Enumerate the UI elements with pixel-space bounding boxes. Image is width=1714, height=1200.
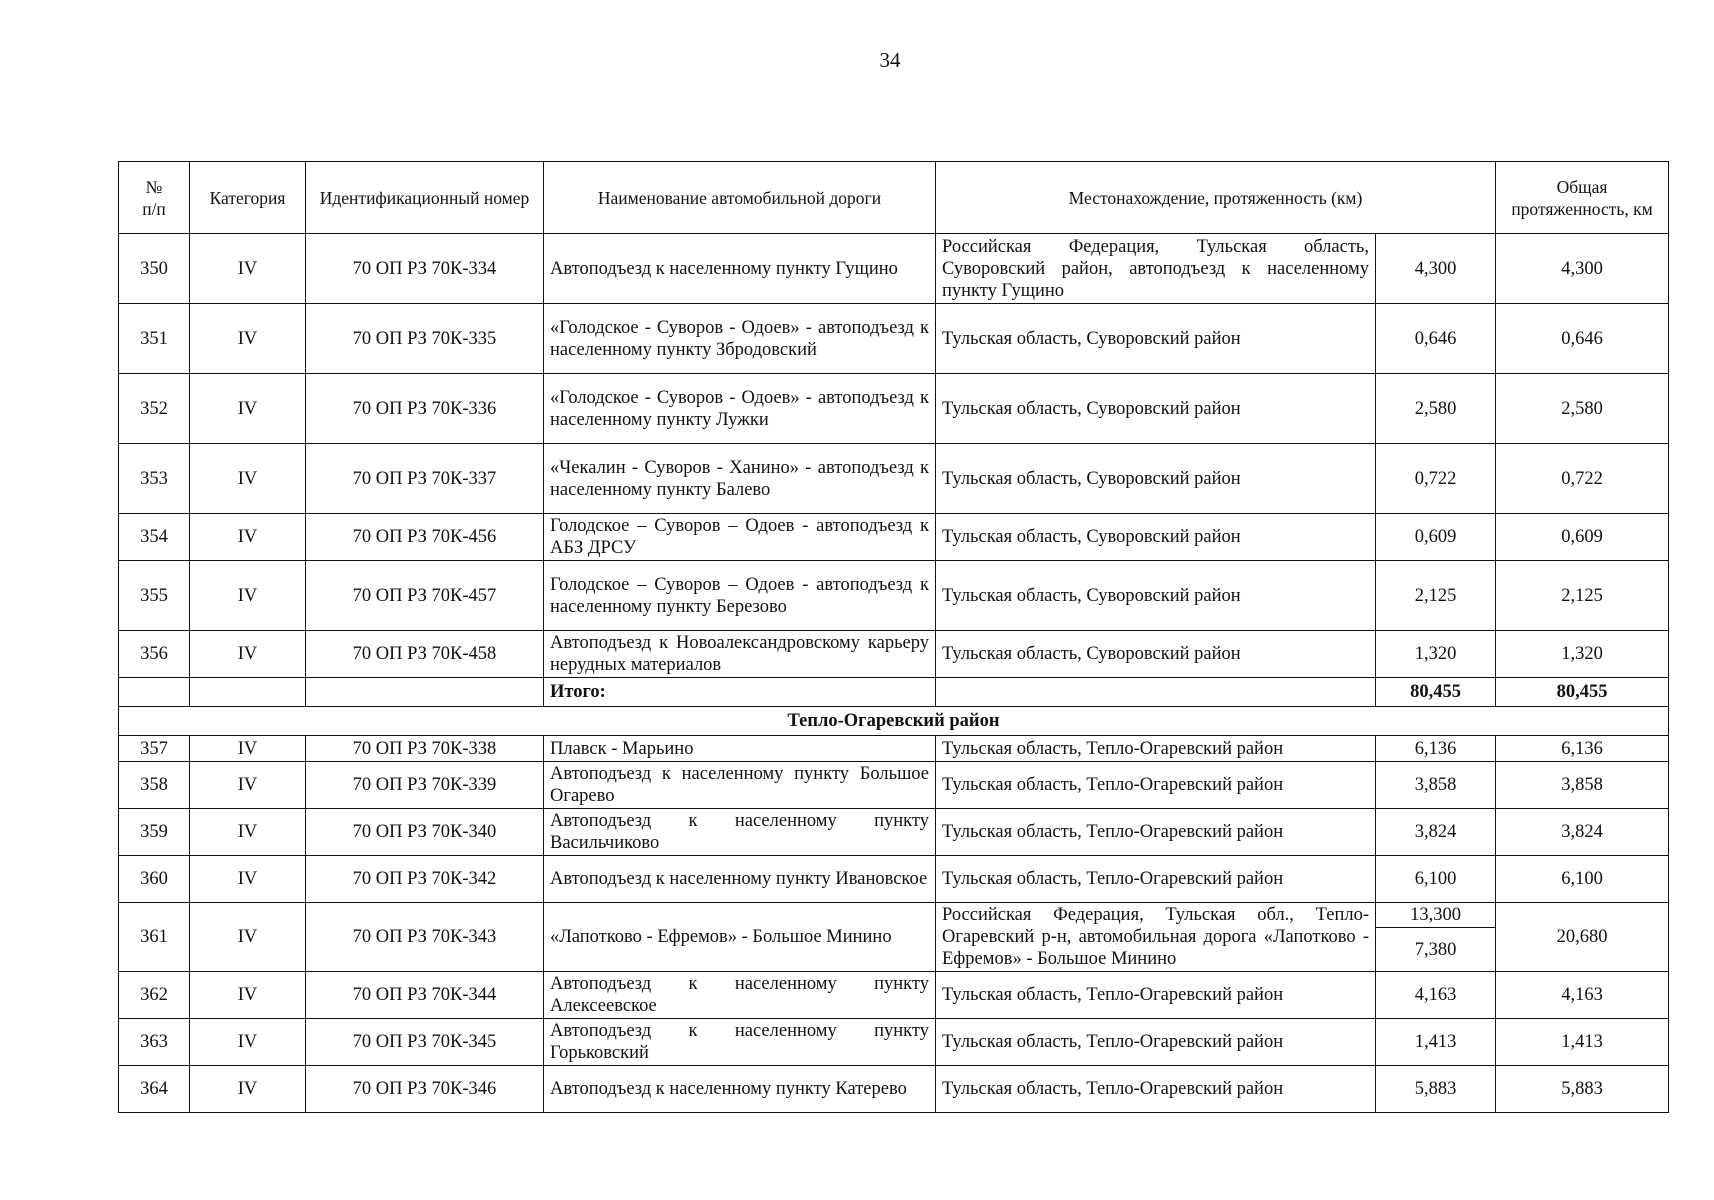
cell-id: 70 ОП РЗ 70К-337 (306, 444, 544, 514)
cell-id: 70 ОП РЗ 70К-339 (306, 762, 544, 809)
cell-road-name: Автоподъезд к населенному пункту Катерево (544, 1066, 936, 1113)
cell-category: IV (190, 444, 306, 514)
cell-total: 4,163 (1496, 972, 1669, 1019)
cell-length: 0,646 (1376, 304, 1496, 374)
cell-id: 70 ОП РЗ 70К-342 (306, 856, 544, 903)
cell-length: 2,125 (1376, 561, 1496, 631)
cell-length: 2,580 (1376, 374, 1496, 444)
cell-total: 0,609 (1496, 514, 1669, 561)
cell-num: 350 (119, 234, 190, 304)
cell-road-name: Голодское – Суворов – Одоев - автоподъезд к населенному пункту Березово (544, 561, 936, 631)
cell-empty (936, 678, 1376, 707)
cell-length: 1,413 (1376, 1019, 1496, 1066)
cell-id: 70 ОП РЗ 70К-340 (306, 809, 544, 856)
table-row (119, 561, 1669, 631)
header-name: Наименование автомобильной дороги (544, 162, 936, 234)
cell-num: 354 (119, 514, 190, 561)
cell-length: 3,858 (1376, 762, 1496, 809)
table-row (119, 374, 1669, 444)
cell-id: 70 ОП РЗ 70К-343 (306, 903, 544, 972)
cell-location: Российская Федерация, Тульская обл., Тепло-Огаревский р-н, автомобильная дорога «Лапотково - Ефремов» - Большое Минино (936, 903, 1376, 972)
cell-num: 362 (119, 972, 190, 1019)
cell-location: Тульская область, Тепло-Огаревский район (936, 856, 1376, 903)
cell-total: 0,722 (1496, 444, 1669, 514)
cell-category: IV (190, 1066, 306, 1113)
header-category: Категория (190, 162, 306, 234)
table-row (119, 856, 1669, 903)
cell-id: 70 ОП РЗ 70К-344 (306, 972, 544, 1019)
table-row (119, 631, 1669, 678)
header-id: Идентификационный номер (306, 162, 544, 234)
cell-road-name: Плавск - Марьино (544, 736, 936, 762)
cell-road-name: «Голодское - Суворов - Одоев» - автоподъезд к населенному пункту Збродовский (544, 304, 936, 374)
cell-location: Тульская область, Тепло-Огаревский район (936, 736, 1376, 762)
cell-num: 357 (119, 736, 190, 762)
cell-num: 351 (119, 304, 190, 374)
cell-location: Тульская область, Суворовский район (936, 444, 1376, 514)
cell-total: 1,413 (1496, 1019, 1669, 1066)
cell-total: 4,300 (1496, 234, 1669, 304)
cell-category: IV (190, 736, 306, 762)
cell-id: 70 ОП РЗ 70К-338 (306, 736, 544, 762)
table-row (119, 514, 1669, 561)
cell-empty (119, 678, 190, 707)
roads-table (118, 161, 1669, 1113)
section-title: Тепло-Огаревский район (119, 707, 1669, 736)
cell-length: 5,883 (1376, 1066, 1496, 1113)
cell-id: 70 ОП РЗ 70К-345 (306, 1019, 544, 1066)
cell-location: Тульская область, Тепло-Огаревский район (936, 1066, 1376, 1113)
cell-length: 6,100 (1376, 856, 1496, 903)
header-total: Общая протяженность, км (1496, 162, 1669, 234)
cell-road-name: «Голодское - Суворов - Одоев» - автоподъезд к населенному пункту Лужки (544, 374, 936, 444)
cell-total: 2,580 (1496, 374, 1669, 444)
cell-category: IV (190, 903, 306, 972)
cell-num: 352 (119, 374, 190, 444)
cell-num: 353 (119, 444, 190, 514)
table-row (119, 809, 1669, 856)
cell-total: 6,136 (1496, 736, 1669, 762)
cell-num: 356 (119, 631, 190, 678)
cell-road-name: Автоподъезд к населенному пункту Гущино (544, 234, 936, 304)
table-row (119, 1066, 1669, 1113)
cell-location: Российская Федерация, Тульская область, Суворовский район, автоподъезд к населенному пункту Гущино (936, 234, 1376, 304)
cell-location: Тульская область, Тепло-Огаревский район (936, 762, 1376, 809)
cell-road-name: Автоподъезд к населенному пункту Горьковский (544, 1019, 936, 1066)
cell-length: 7,380 (1376, 928, 1496, 972)
cell-location: Тульская область, Тепло-Огаревский район (936, 809, 1376, 856)
cell-category: IV (190, 374, 306, 444)
cell-length: 1,320 (1376, 631, 1496, 678)
table-row (119, 972, 1669, 1019)
cell-num: 361 (119, 903, 190, 972)
cell-road-name: Автоподъезд к населенному пункту Ивановское (544, 856, 936, 903)
cell-category: IV (190, 304, 306, 374)
cell-total: 3,858 (1496, 762, 1669, 809)
cell-num: 364 (119, 1066, 190, 1113)
total-row (119, 678, 1669, 707)
cell-road-name: Автоподъезд к населенному пункту Большое Огарево (544, 762, 936, 809)
cell-location: Тульская область, Тепло-Огаревский район (936, 1019, 1376, 1066)
cell-road-name: Автоподъезд к населенному пункту Алексеевское (544, 972, 936, 1019)
cell-id: 70 ОП РЗ 70К-334 (306, 234, 544, 304)
page-number: 34 (879, 48, 901, 72)
cell-location: Тульская область, Суворовский район (936, 631, 1376, 678)
table-row (119, 304, 1669, 374)
cell-id: 70 ОП РЗ 70К-335 (306, 304, 544, 374)
cell-length: 4,300 (1376, 234, 1496, 304)
cell-id: 70 ОП РЗ 70К-346 (306, 1066, 544, 1113)
cell-num: 355 (119, 561, 190, 631)
cell-road-name: Автоподъезд к Новоалександровскому карьеру нерудных материалов (544, 631, 936, 678)
cell-length: 3,824 (1376, 809, 1496, 856)
cell-id: 70 ОП РЗ 70К-336 (306, 374, 544, 444)
cell-location: Тульская область, Суворовский район (936, 374, 1376, 444)
cell-road-name: «Чекалин - Суворов - Ханино» - автоподъезд к населенному пункту Балево (544, 444, 936, 514)
table-header-row (119, 162, 1669, 234)
cell-total: 6,100 (1496, 856, 1669, 903)
cell-category: IV (190, 1019, 306, 1066)
cell-category: IV (190, 809, 306, 856)
cell-location: Тульская область, Суворовский район (936, 304, 1376, 374)
table-row (119, 736, 1669, 762)
cell-total: 0,646 (1496, 304, 1669, 374)
cell-category: IV (190, 762, 306, 809)
cell-total: 1,320 (1496, 631, 1669, 678)
cell-length: 6,136 (1376, 736, 1496, 762)
header-location: Местонахождение, протяженность (км) (936, 162, 1496, 234)
cell-location: Тульская область, Суворовский район (936, 561, 1376, 631)
cell-total: 20,680 (1496, 903, 1669, 972)
cell-road-name: «Лапотково - Ефремов» - Большое Минино (544, 903, 936, 972)
cell-road-name: Автоподъезд к населенному пункту Васильчиково (544, 809, 936, 856)
table-row (119, 444, 1669, 514)
cell-empty (190, 678, 306, 707)
cell-total: 2,125 (1496, 561, 1669, 631)
header-num: № п/п (119, 162, 190, 234)
cell-id: 70 ОП РЗ 70К-456 (306, 514, 544, 561)
cell-length: 13,300 (1376, 903, 1496, 928)
cell-length: 0,722 (1376, 444, 1496, 514)
cell-category: IV (190, 631, 306, 678)
cell-total: 3,824 (1496, 809, 1669, 856)
cell-num: 360 (119, 856, 190, 903)
cell-location: Тульская область, Суворовский район (936, 514, 1376, 561)
cell-num: 359 (119, 809, 190, 856)
total-sum: 80,455 (1496, 678, 1669, 707)
cell-category: IV (190, 972, 306, 1019)
cell-id: 70 ОП РЗ 70К-458 (306, 631, 544, 678)
table-row (119, 1019, 1669, 1066)
cell-category: IV (190, 561, 306, 631)
cell-category: IV (190, 234, 306, 304)
total-length: 80,455 (1376, 678, 1496, 707)
cell-id: 70 ОП РЗ 70К-457 (306, 561, 544, 631)
cell-category: IV (190, 856, 306, 903)
section-row (119, 707, 1669, 736)
cell-num: 363 (119, 1019, 190, 1066)
cell-location: Тульская область, Тепло-Огаревский район (936, 972, 1376, 1019)
table-row (119, 903, 1669, 928)
cell-total: 5,883 (1496, 1066, 1669, 1113)
total-label: Итого: (544, 678, 936, 707)
table-row (119, 762, 1669, 809)
cell-num: 358 (119, 762, 190, 809)
cell-road-name: Голодское – Суворов – Одоев - автоподъезд к АБЗ ДРСУ (544, 514, 936, 561)
cell-length: 4,163 (1376, 972, 1496, 1019)
table-row (119, 234, 1669, 304)
cell-category: IV (190, 514, 306, 561)
cell-empty (306, 678, 544, 707)
cell-length: 0,609 (1376, 514, 1496, 561)
